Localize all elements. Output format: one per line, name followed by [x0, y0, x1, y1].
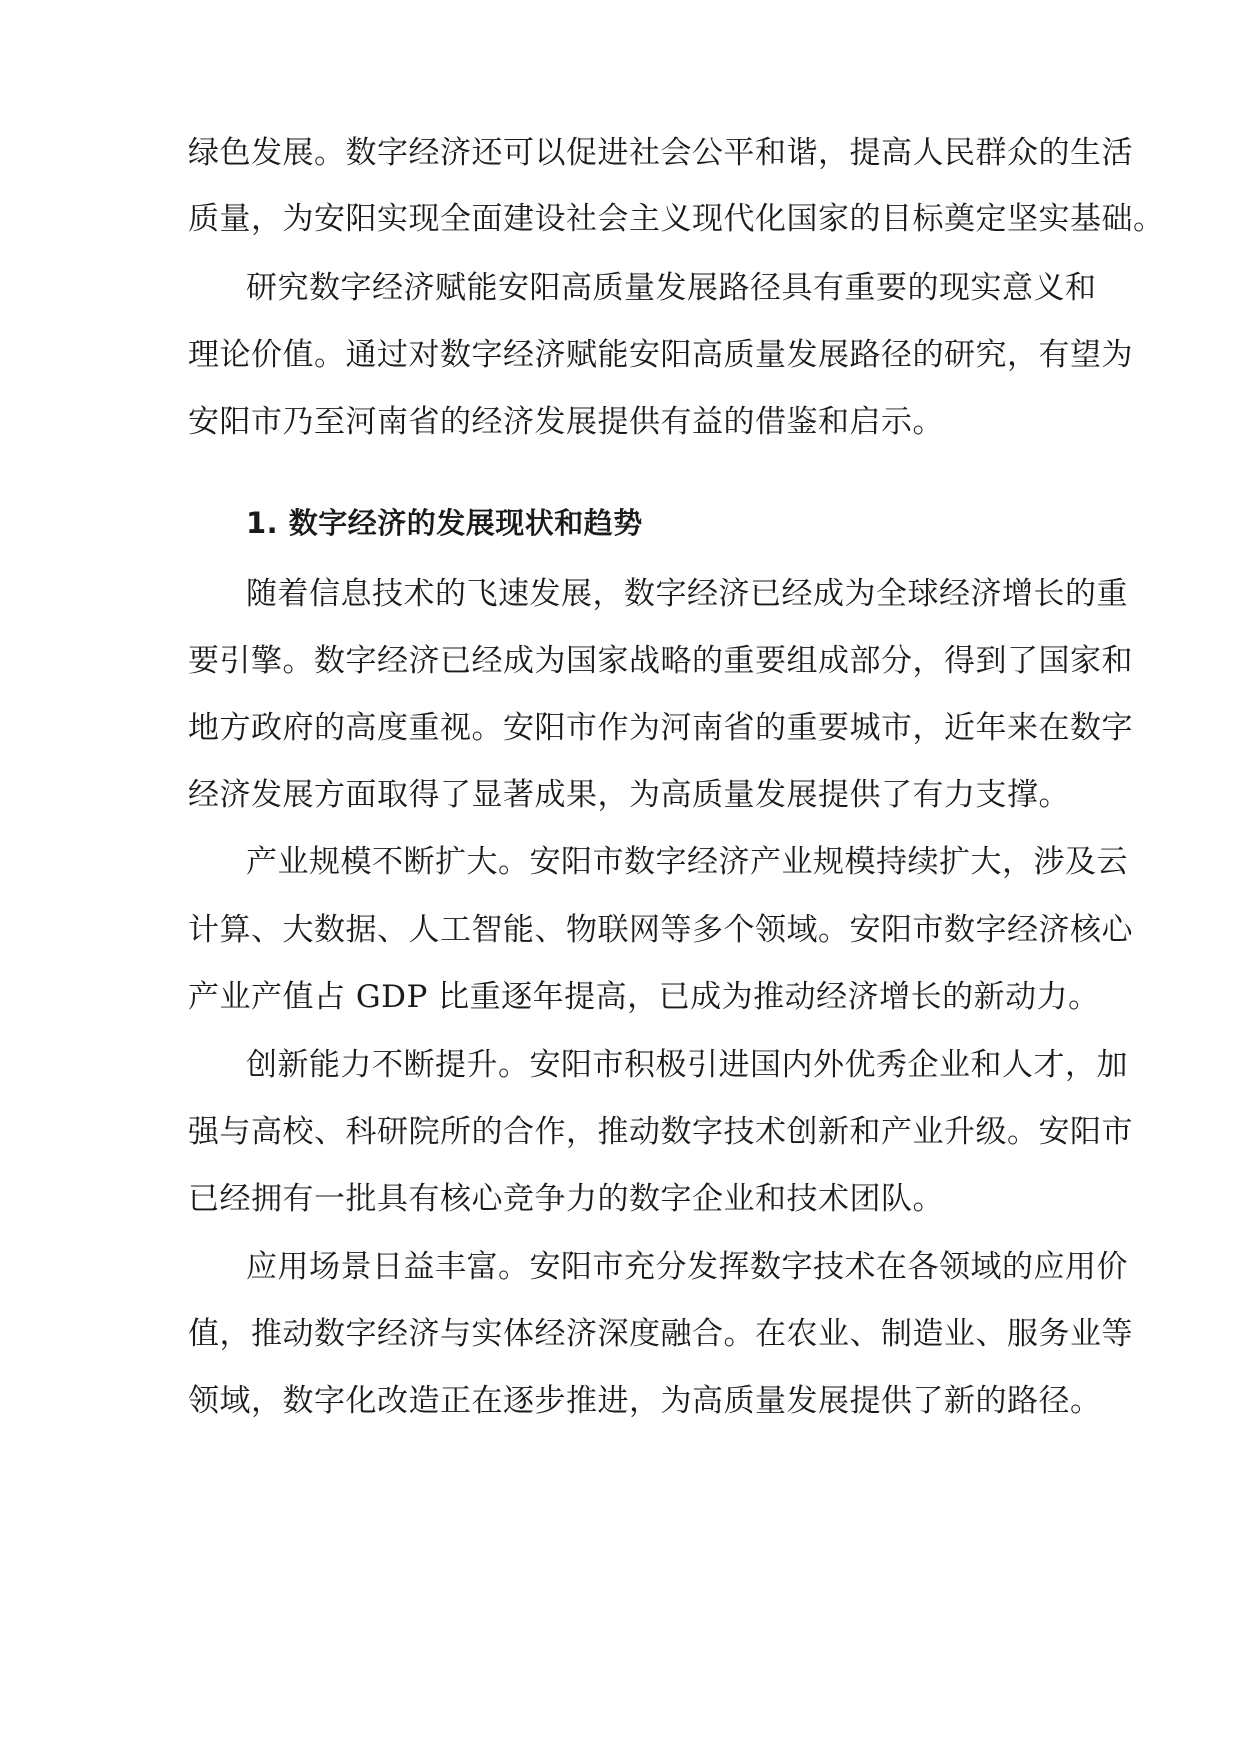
text-line: 理论价值。通过对数字经济赋能安阳高质量发展路径的研究，有望为 [188, 337, 1133, 373]
text-line: 质量，为安阳实现全面建设社会主义现代化国家的目标奠定坚实基础。 [188, 201, 1165, 237]
text-line: 随着信息技术的飞速发展，数字经济已经成为全球经济增长的重 [246, 576, 1128, 612]
text-line: 应用场景日益丰富。安阳市充分发挥数字技术在各领域的应用价 [246, 1249, 1128, 1285]
text-line: 绿色发展。数字经济还可以促进社会公平和谐，提高人民群众的生活 [188, 135, 1133, 171]
section-heading: 1. 数字经济的发展现状和趋势 [246, 506, 643, 540]
text-line: 创新能力不断提升。安阳市积极引进国内外优秀企业和人才，加 [246, 1047, 1128, 1083]
text-line: 地方政府的高度重视。安阳市作为河南省的重要城市，近年来在数字 [188, 710, 1133, 746]
text-line: 产业产值占 GDP 比重逐年提高，已成为推动经济增长的新动力。 [188, 979, 1100, 1015]
text-line: 研究数字经济赋能安阳高质量发展路径具有重要的现实意义和 [246, 270, 1097, 306]
text-line: 要引擎。数字经济已经成为国家战略的重要组成部分，得到了国家和 [188, 643, 1133, 679]
text-line: 强与高校、科研院所的合作，推动数字技术创新和产业升级。安阳市 [188, 1114, 1133, 1150]
text-line: 已经拥有一批具有核心竞争力的数字企业和技术团队。 [188, 1181, 944, 1217]
text-line: 经济发展方面取得了显著成果，为高质量发展提供了有力支撑。 [188, 777, 1070, 813]
text-line: 值，推动数字经济与实体经济深度融合。在农业、制造业、服务业等 [188, 1316, 1133, 1352]
text-line: 产业规模不断扩大。安阳市数字经济产业规模持续扩大，涉及云 [246, 844, 1128, 880]
text-line: 安阳市乃至河南省的经济发展提供有益的借鉴和启示。 [188, 404, 944, 440]
text-line: 领域，数字化改造正在逐步推进，为高质量发展提供了新的路径。 [188, 1383, 1102, 1419]
text-line: 计算、大数据、人工智能、物联网等多个领域。安阳市数字经济核心 [188, 912, 1133, 948]
